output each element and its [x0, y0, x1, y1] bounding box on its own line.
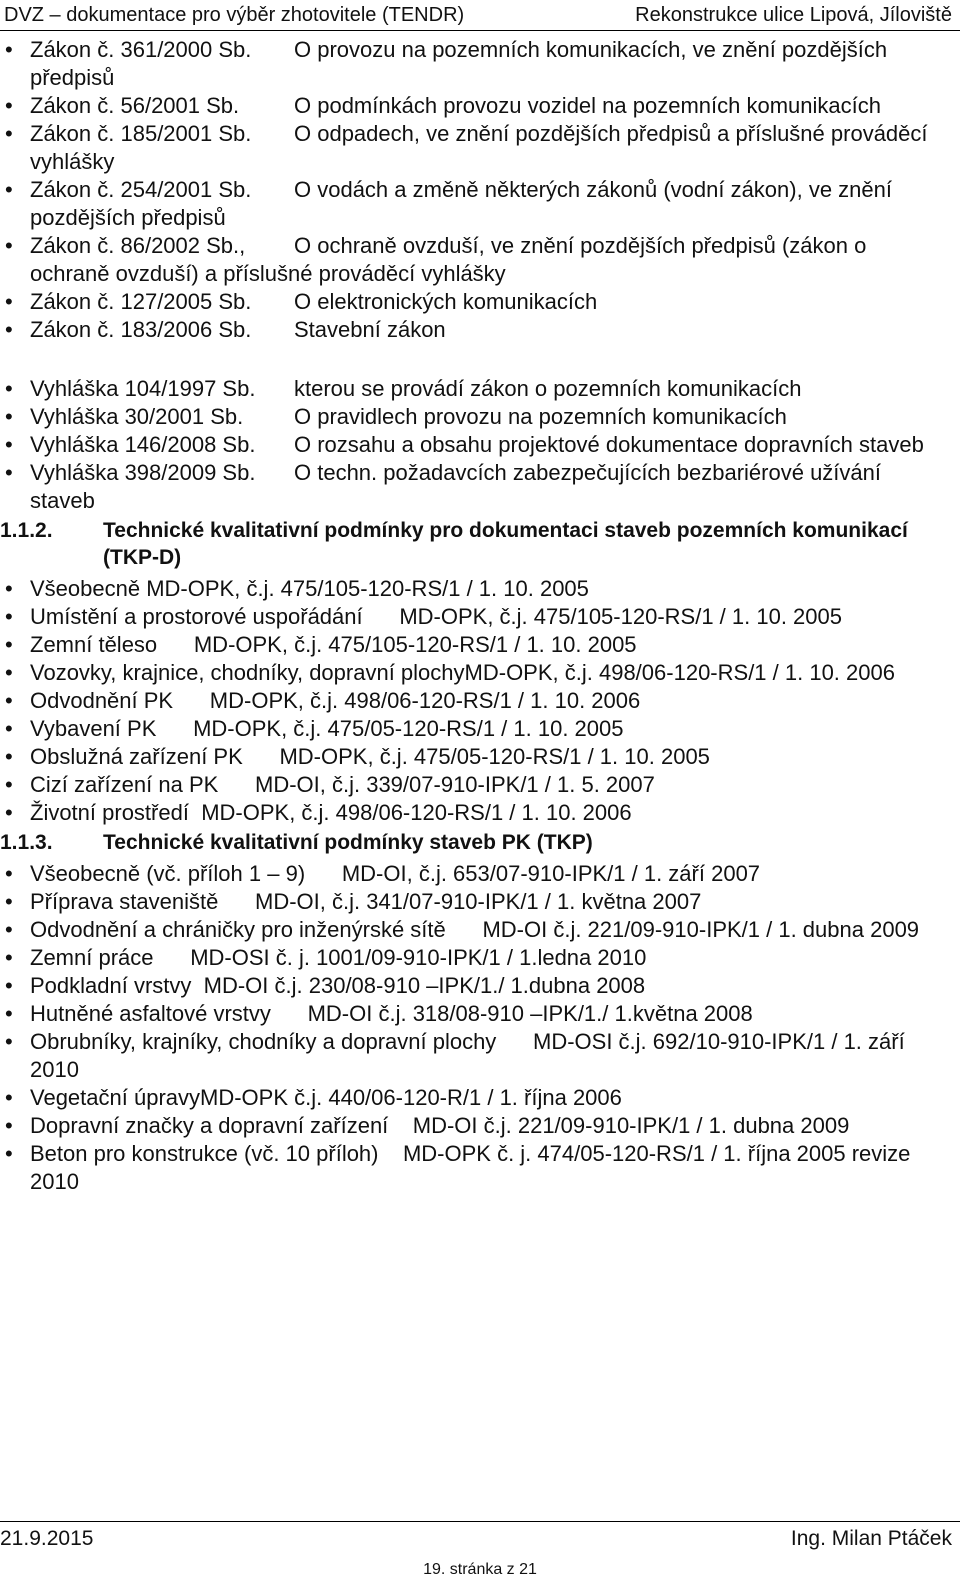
- list-item: [0, 603, 950, 631]
- section-heading-tkp: [0, 829, 950, 856]
- separator: [156, 715, 193, 743]
- regulation-description: O ochraně ovzduší, ve znění pozdějších předpisů (zákon o ochraně ovzduší) a příslušné prováděcí vyhlášky: [30, 233, 867, 286]
- list-item: [0, 715, 950, 743]
- list-gap: [0, 344, 950, 375]
- condition-reference: MD-OPK č.j. 440/06-120-R/1 / 1. října 2006: [200, 1085, 622, 1110]
- list-item: [0, 92, 950, 120]
- separator: [191, 972, 203, 1000]
- regulation-code: Vyhláška 398/2009 Sb.: [30, 460, 256, 485]
- condition-name: Dopravní značky a dopravní zařízení: [30, 1113, 389, 1138]
- list-item: [0, 860, 950, 888]
- condition-name: Obslužná zařízení PK: [30, 744, 243, 769]
- regulation-description: Stavební zákon: [294, 317, 446, 342]
- bullet-icon: •: [5, 973, 13, 998]
- regulation-description: O odpadech, ve znění pozdějších předpisů a příslušné prováděcí vyhlášky: [30, 121, 928, 174]
- separator: [271, 1000, 308, 1028]
- regulation-code: Vyhláška 104/1997 Sb.: [30, 376, 256, 401]
- bullet-icon: •: [5, 744, 13, 769]
- bullet-icon: •: [5, 800, 13, 825]
- bullet-icon: •: [5, 632, 13, 657]
- condition-name: Odvodnění a chráničky pro inženýrské sítě: [30, 917, 446, 942]
- condition-name: Vybavení PK: [30, 716, 157, 741]
- list-item: [0, 944, 950, 972]
- list-item: [0, 1084, 950, 1112]
- regulation-code: Zákon č. 361/2000 Sb.: [30, 37, 252, 62]
- list-item: [0, 431, 950, 459]
- separator: [446, 916, 483, 944]
- bullet-icon: •: [5, 945, 13, 970]
- bullet-icon: •: [5, 889, 13, 914]
- bullet-icon: •: [5, 688, 13, 713]
- regulation-description: O pravidlech provozu na pozemních komunikacích: [294, 404, 787, 429]
- list-item: [0, 799, 950, 827]
- condition-reference: MD-OPK, č.j. 475/105-120-RS/1 / 1. 10. 2005: [193, 632, 637, 657]
- regulation-code: Zákon č. 127/2005 Sb.: [30, 289, 252, 314]
- condition-reference: MD-OI, č.j. 341/07-910-IPK/1 / 1. května 2007: [255, 889, 702, 914]
- document-body: [0, 36, 950, 1196]
- regulation-code: Vyhláška 30/2001 Sb.: [30, 404, 244, 429]
- regulation-description: kterou se provádí zákon o pozemních komunikacích: [294, 376, 802, 401]
- bullet-icon: •: [5, 432, 13, 457]
- regulation-code: Zákon č. 56/2001 Sb.: [30, 93, 240, 118]
- regulation-code: Zákon č. 86/2002 Sb.,: [30, 233, 246, 258]
- regulation-description: O vodách a změně některých zákonů (vodní zákon), ve znění pozdějších předpisů: [30, 177, 892, 230]
- list-item: [0, 36, 950, 92]
- section-number: 1.1.2.: [0, 519, 53, 542]
- separator: [388, 1112, 412, 1140]
- section-number: 1.1.3.: [0, 831, 53, 854]
- condition-name: Odvodnění PK: [30, 688, 174, 713]
- condition-reference: MD-OPK, č.j. 475/105-120-RS/1 / 1. 10. 2005: [146, 576, 589, 601]
- regulation-code: Vyhláška 146/2008 Sb.: [30, 432, 256, 457]
- condition-reference: MD-OPK, č.j. 498/06-120-RS/1 / 1. 10. 2006: [201, 800, 632, 825]
- condition-name: Obrubníky, krajníky, chodníky a dopravní plochy: [30, 1029, 497, 1054]
- laws-list: [0, 36, 950, 344]
- condition-name: Vegetační úpravy: [30, 1085, 201, 1110]
- list-item: [0, 916, 950, 944]
- tkp-list: [0, 860, 950, 1196]
- bullet-icon: •: [5, 716, 13, 741]
- list-item: [0, 888, 950, 916]
- list-item: [0, 575, 950, 603]
- bullet-icon: •: [5, 1085, 13, 1110]
- regulation-code: Zákon č. 185/2001 Sb.: [30, 121, 252, 146]
- regulation-code: Zákon č. 183/2006 Sb.: [30, 317, 252, 342]
- list-item: [0, 972, 950, 1000]
- condition-name: Životní prostředí: [30, 800, 189, 825]
- condition-reference: MD-OI, č.j. 339/07-910-IPK/1 / 1. 5. 2007: [255, 772, 655, 797]
- footer-author: Ing. Milan Ptáček: [790, 1527, 952, 1550]
- condition-name: Zemní práce: [30, 945, 154, 970]
- regulation-description: O provozu na pozemních komunikacích, ve znění pozdějších předpisů: [30, 37, 888, 90]
- condition-reference: MD-OI č.j. 318/08-910 –IPK/1./ 1.května 2008: [307, 1001, 753, 1026]
- condition-reference: MD-OPK, č.j. 475/105-120-RS/1 / 1. 10. 2005: [399, 604, 842, 629]
- list-item: [0, 687, 950, 715]
- bullet-icon: •: [5, 604, 13, 629]
- list-item: [0, 743, 950, 771]
- regulation-description: O elektronických komunikacích: [294, 289, 598, 314]
- separator: [154, 944, 191, 972]
- page-header: [0, 0, 960, 32]
- decrees-list: [0, 375, 950, 515]
- list-item: [0, 1112, 950, 1140]
- list-item: [0, 1000, 950, 1028]
- bullet-icon: •: [5, 772, 13, 797]
- bullet-icon: •: [5, 861, 13, 886]
- list-item: [0, 459, 950, 515]
- condition-reference: MD-OPK, č.j. 475/05-120-RS/1 / 1. 10. 2005: [279, 744, 710, 769]
- section-title: Technické kvalitativní podmínky pro dokumentaci staveb pozemních komunikací (TKP-D): [103, 519, 908, 569]
- condition-reference: MD-OSI č. j. 1001/09-910-IPK/1 / 1.ledna 2010: [190, 945, 647, 970]
- document-title: DVZ – dokumentace pro výběr zhotovitele (TENDR): [4, 4, 465, 26]
- bullet-icon: •: [5, 1141, 13, 1166]
- bullet-icon: •: [5, 576, 13, 601]
- section-heading-tkp-d: [0, 517, 950, 571]
- separator: [218, 888, 255, 916]
- bullet-icon: •: [5, 37, 13, 62]
- section-title: Technické kvalitativní podmínky staveb PK (TKP): [103, 831, 593, 854]
- footer-date: 21.9.2015: [0, 1527, 94, 1550]
- condition-name: Příprava staveniště: [30, 889, 219, 914]
- header-rule: [0, 30, 960, 31]
- condition-name: Umístění a prostorové uspořádání: [30, 604, 363, 629]
- bullet-icon: •: [5, 1113, 13, 1138]
- condition-reference: MD-OPK č. j. 474/05-120-RS/1 / 1. října 2005 revize 2010: [30, 1141, 911, 1194]
- condition-reference: MD-OPK, č.j. 475/05-120-RS/1 / 1. 10. 2005: [193, 716, 624, 741]
- regulation-description: O rozsahu a obsahu projektové dokumentace dopravních staveb: [294, 432, 924, 457]
- separator: [496, 1028, 533, 1056]
- page-footer: [0, 1521, 960, 1592]
- list-item: [0, 375, 950, 403]
- condition-reference: MD-OI č.j. 221/09-910-IPK/1 / 1. dubna 2009: [412, 1113, 850, 1138]
- list-item: [0, 403, 950, 431]
- list-item: [0, 120, 950, 176]
- bullet-icon: •: [5, 177, 13, 202]
- regulation-code: Zákon č. 254/2001 Sb.: [30, 177, 252, 202]
- bullet-icon: •: [5, 376, 13, 401]
- condition-name: Všeobecně (vč. příloh 1 – 9): [30, 861, 306, 886]
- list-item: [0, 771, 950, 799]
- bullet-icon: •: [5, 1029, 13, 1054]
- list-item: [0, 176, 950, 232]
- bullet-icon: •: [5, 289, 13, 314]
- bullet-icon: •: [5, 460, 13, 485]
- regulation-description: O techn. požadavcích zabezpečujících bezbariérové užívání staveb: [30, 460, 882, 513]
- bullet-icon: •: [5, 917, 13, 942]
- condition-reference: MD-OSI č.j. 692/10-910-IPK/1 / 1. září 2010: [30, 1029, 905, 1082]
- condition-name: Podkladní vrstvy: [30, 973, 192, 998]
- condition-reference: MD-OPK, č.j. 498/06-120-RS/1 / 1. 10. 2006: [464, 660, 895, 685]
- regulation-description: O podmínkách provozu vozidel na pozemních komunikacích: [294, 93, 881, 118]
- list-item: [0, 1028, 950, 1084]
- separator: [305, 860, 342, 888]
- condition-name: Beton pro konstrukce (vč. 10 příloh): [30, 1141, 379, 1166]
- separator: [243, 743, 280, 771]
- condition-reference: MD-OI, č.j. 653/07-910-IPK/1 / 1. září 2007: [341, 861, 761, 886]
- separator: [363, 603, 400, 631]
- separator: [218, 771, 255, 799]
- bullet-icon: •: [5, 660, 13, 685]
- bullet-icon: •: [5, 404, 13, 429]
- page-number: 19. stránka z 21: [423, 1561, 537, 1578]
- separator: [173, 687, 210, 715]
- condition-name: Vozovky, krajnice, chodníky, dopravní plochy: [30, 660, 465, 685]
- list-item: [0, 316, 950, 344]
- tkp-d-list: [0, 575, 950, 827]
- bullet-icon: •: [5, 233, 13, 258]
- condition-reference: MD-OI č.j. 230/08-910 –IPK/1./ 1.dubna 2008: [203, 973, 646, 998]
- bullet-icon: •: [5, 1001, 13, 1026]
- condition-name: Cizí zařízení na PK: [30, 772, 219, 797]
- condition-reference: MD-OPK, č.j. 498/06-120-RS/1 / 1. 10. 2006: [209, 688, 641, 713]
- list-item: [0, 631, 950, 659]
- bullet-icon: •: [5, 317, 13, 342]
- condition-name: Zemní těleso: [30, 632, 158, 657]
- condition-name: Hutněné asfaltové vrstvy: [30, 1001, 271, 1026]
- bullet-icon: •: [5, 93, 13, 118]
- project-title: Rekonstrukce ulice Lipová, Jíloviště: [635, 4, 952, 26]
- footer-rule: [0, 1521, 960, 1522]
- list-item: [0, 659, 950, 687]
- bullet-icon: •: [5, 121, 13, 146]
- list-item: [0, 288, 950, 316]
- condition-reference: MD-OI č.j. 221/09-910-IPK/1 / 1. dubna 2009: [482, 917, 920, 942]
- separator: [189, 799, 201, 827]
- list-item: [0, 1140, 950, 1196]
- list-item: [0, 232, 950, 288]
- separator: [379, 1140, 403, 1168]
- condition-name: Všeobecně: [30, 576, 141, 601]
- separator: [157, 631, 194, 659]
